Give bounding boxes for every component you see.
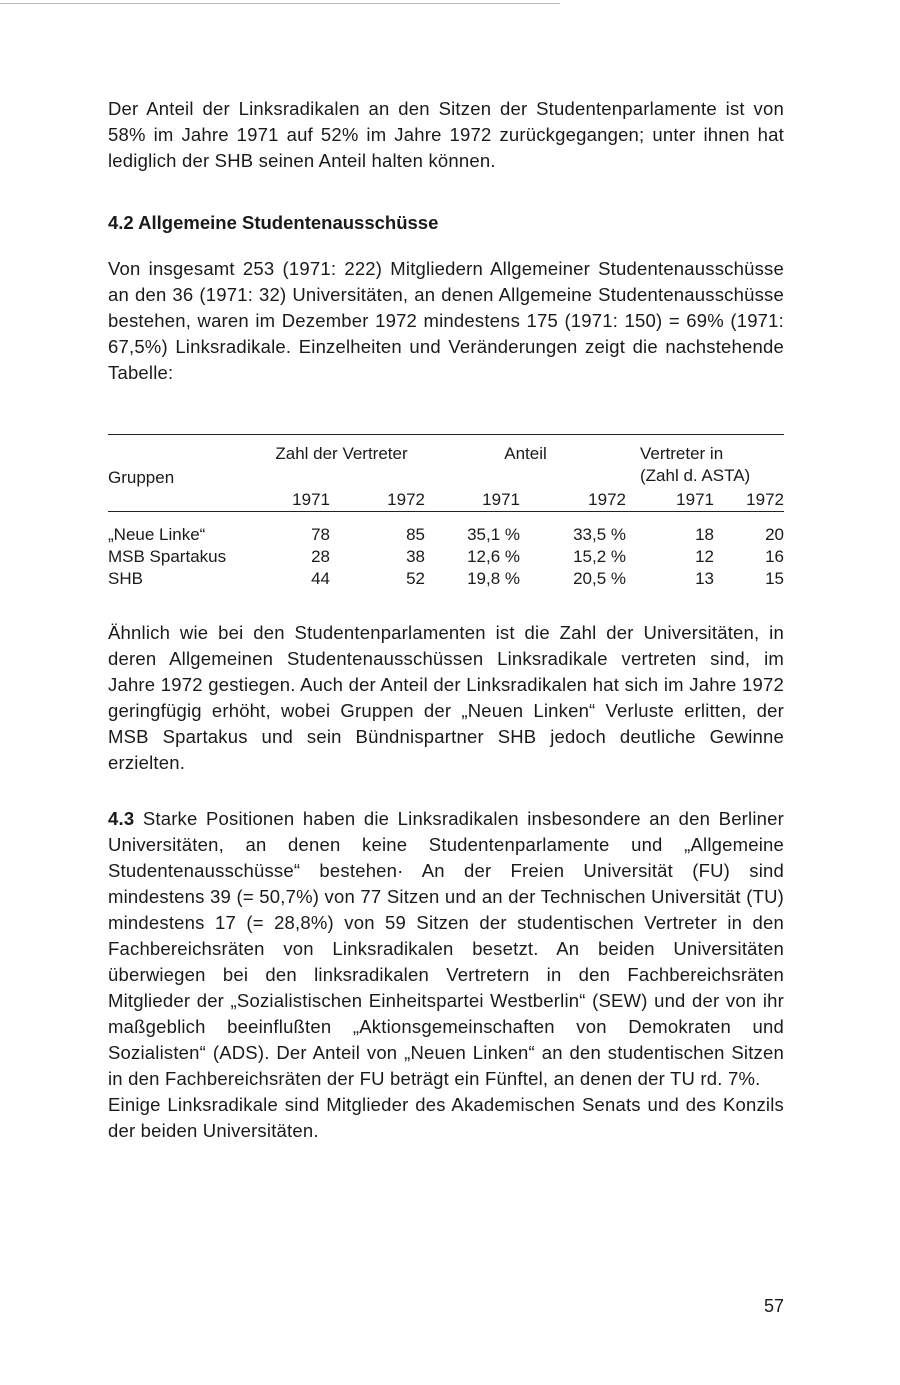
- row-vertreter-1971: 18: [695, 525, 714, 544]
- section-number-4-3: 4.3: [108, 808, 135, 829]
- year-vertreter-1971: 1971: [626, 489, 714, 512]
- row-vertreter-1972: 15: [765, 569, 784, 588]
- table-year-row: [108, 489, 784, 512]
- year-zahl-1972: 1972: [330, 489, 425, 512]
- row-group: SHB: [108, 569, 143, 588]
- scan-edge-line: [0, 3, 560, 4]
- paragraph-asta-members: Von insgesamt 253 (1971: 222) Mitgliedern Allgemeiner Studentenausschüsse an den 36 (1971: 32) Universitäten, an denen Allgemeine Studentenausschüsse bestehen, waren im Dezember 1972 mindestens 175 (1971: 150) = 69% (1971: 67,5%) Linksradikale. Einzelheiten und Veränderungen zeigt die nachstehende Tabelle:: [108, 258, 784, 383]
- row-anteil-1972: 15,2 %: [573, 547, 626, 566]
- row-zahl-1971: 44: [311, 569, 330, 588]
- year-anteil-1972: 1972: [520, 489, 626, 512]
- section-4-3-text: Starke Positionen haben die Linksradikalen insbesondere an den Berliner Universitäten, an denen keine Studentenparlamente und „Allgemeine Studentenausschüsse“ bestehen· An der Freien Universität (FU) sind mindestens 39 (= 50,7%) von 77 Sitzen und an der Technischen Universität (TU) mindestens 17 (= 28,8%) von 59 Sitzen der studentischen Vertreter in den Fachbereichsräten von Linksradikalen besetzt. An beiden Universitäten überwiegen bei den linksradikalen Vertretern in den Fachbereichsräten Mitglieder der „Sozialistischen Einheitspartei Westberlin“ (SEW) und der von ihr maßgeblich beeinflußten „Aktionsgemeinschaften von Demokraten und Sozialisten“ (ADS). Der Anteil von „Neuen Linken“ an den studentischen Sitzen in den Fachbereichsräten der FU beträgt ein Fünftel, an denen der TU rd. 7%.: [108, 808, 784, 1089]
- paragraph-student-parliaments: Der Anteil der Linksradikalen an den Sitzen der Studentenparlamente ist von 58% im Jahre 1971 auf 52% im Jahre 1972 zurückgegangen; unter ihnen hat lediglich der SHB seinen Anteil halten können.: [108, 98, 784, 171]
- row-anteil-1971: 12,6 %: [467, 547, 520, 566]
- row-anteil-1972: 20,5 %: [573, 569, 626, 588]
- row-group: „Neue Linke“: [108, 525, 206, 544]
- row-anteil-1971: 19,8 %: [467, 569, 520, 588]
- row-zahl-1971: 78: [311, 525, 330, 544]
- table-header-row: [108, 437, 784, 489]
- table-row: [108, 568, 784, 590]
- header-vertreter-in: [626, 437, 784, 489]
- row-zahl-1971: 28: [311, 547, 330, 566]
- section-heading-4-2: 4.2 Allgemeine Studentenausschüsse: [108, 212, 439, 233]
- row-group: MSB Spartakus: [108, 547, 227, 566]
- year-zahl-1971: 1971: [258, 489, 330, 512]
- row-anteil-1971: 35,1 %: [467, 525, 520, 544]
- header-anteil: Anteil: [504, 444, 547, 463]
- row-vertreter-1971: 12: [695, 547, 714, 566]
- header-zahl-der-vertreter: Zahl der Vertreter: [275, 444, 408, 463]
- header-vertreter-in-line1: Vertreter in: [640, 444, 724, 463]
- page-body: [108, 96, 784, 1144]
- year-vertreter-1972: 1972: [714, 489, 784, 512]
- header-vertreter-in-line2: (Zahl d. ASTA): [640, 466, 751, 485]
- row-vertreter-1971: 13: [695, 569, 714, 588]
- table-row: [108, 546, 784, 568]
- representatives-table: [108, 434, 784, 590]
- row-zahl-1972: 52: [406, 569, 425, 588]
- paragraph-comparison: Ähnlich wie bei den Studentenparlamenten ist die Zahl der Universitäten, in deren Allgemeinen Studentenausschüssen Linksradikale vertreten sind, im Jahre 1972 gestiegen. Auch der Anteil der Linksradikalen hat sich im Jahre 1972 geringfügig erhöht, wobei Gruppen der „Neuen Linken“ Verluste erlitten, der MSB Spartakus und sein Bündnispartner SHB jedoch deutliche Gewinne erzielten.: [108, 622, 784, 773]
- row-zahl-1972: 38: [406, 547, 425, 566]
- row-vertreter-1972: 16: [765, 547, 784, 566]
- row-zahl-1972: 85: [406, 525, 425, 544]
- paragraph-berlin-universities: [108, 806, 784, 1092]
- row-vertreter-1972: 20: [765, 525, 784, 544]
- table-row: [108, 524, 784, 546]
- header-groups: Gruppen: [108, 468, 175, 487]
- row-anteil-1972: 33,5 %: [573, 525, 626, 544]
- paragraph-senate: Einige Linksradikale sind Mitglieder des Akademischen Senats und des Konzils der beiden Universitäten.: [108, 1094, 784, 1141]
- page-number: 57: [763, 1296, 784, 1316]
- year-anteil-1971: 1971: [425, 489, 520, 512]
